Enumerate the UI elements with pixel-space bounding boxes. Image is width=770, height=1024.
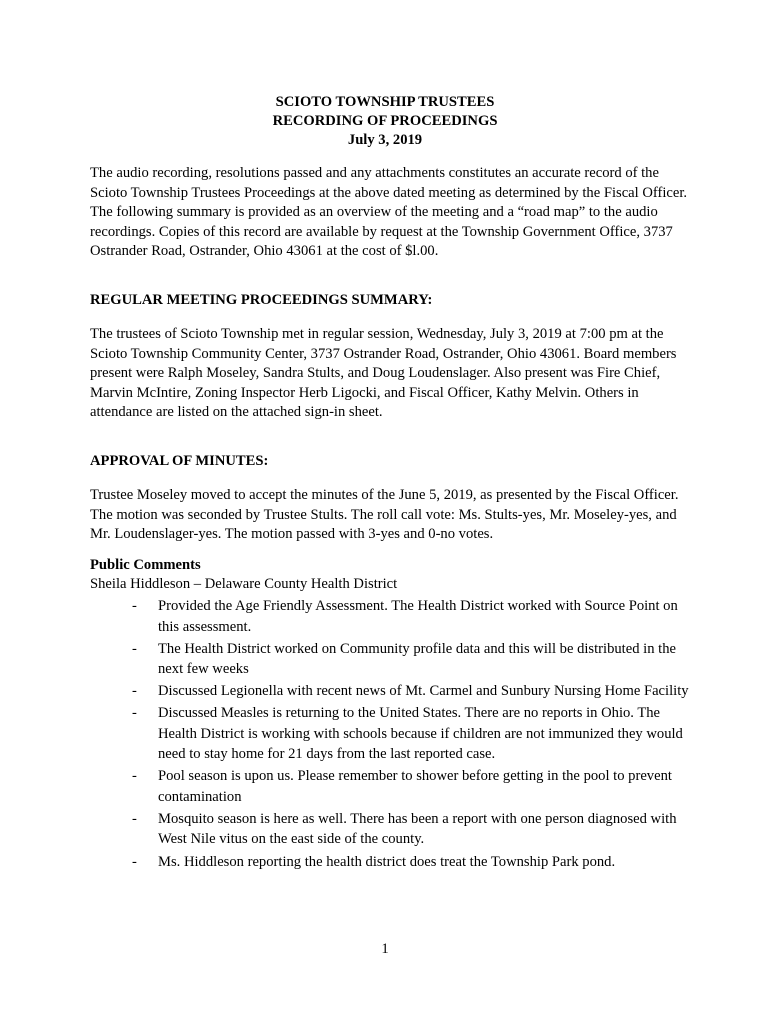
bullet-marker: - [132,705,137,722]
list-item [90,703,690,765]
list-item [90,766,690,807]
public-comments-heading: Public Comments [90,557,201,573]
bullet-marker: - [132,853,137,870]
approval-heading: APPROVAL OF MINUTES: [90,453,269,469]
document-title-block [0,93,770,150]
page-number: 1 [381,941,389,957]
approval-paragraph: Trustee Moseley moved to accept the minutes of the June 5, 2019, as presented by the Fiscal Officer. The motion was seconded by Trustee Stults. The roll call vote: Ms. Stults-yes, Mr. Moseley-yes, and Mr. Loudenslager-yes. The motion passed with 3-yes and 0-no votes. [90,487,679,543]
bullet-marker: - [132,683,137,700]
list-item [90,809,690,850]
list-item-text: Mosquito season is here as well. There has been a report with one person diagnosed with West Nile vitus on the east side of the county. [158,810,677,848]
title-line-1: SCIOTO TOWNSHIP TRUSTEES [275,94,495,110]
regular-meeting-paragraph: The trustees of Scioto Township met in regular session, Wednesday, July 3, 2019 at 7:00 pm at the Scioto Township Community Center, 3737 Ostrander Road, Ostrander, Ohio 43061. Board members present were Ralph Moseley, Sandra Stults, and Doug Loudenslager. Also present was Fire Chief, Marvin McIntire, Zoning Inspector Herb Ligocki, and Fiscal Officer, Kathy Melvin. Others in attendance are listed on the attached sign-in sheet. [90,326,677,421]
bullet-marker: - [132,598,137,614]
regular-meeting-heading: REGULAR MEETING PROCEEDINGS SUMMARY: [90,292,433,308]
list-item [90,681,690,702]
intro-paragraph: The audio recording, resolutions passed and any attachments constitutes an accurate record of the Scioto Township Trustees Proceedings at the above dated meeting as determined by the Fiscal Officer. The following summary is provided as an overview of the meeting and a “road map” to the audio recordings. Copies of this record are available by request at the Township Government Office, 3737 Ostrander Road, Ostrander, Ohio 43061 at the cost of $l.00. [90,165,688,260]
bullet-marker: - [132,768,137,785]
public-comments-speaker: Sheila Hiddleson – Delaware County Health District [90,576,398,592]
title-date: July 3, 2019 [347,132,423,148]
title-line-2: RECORDING OF PROCEEDINGS [272,113,498,129]
list-item-text: The Health District worked on Community profile data and this will be distributed in the next few weeks [158,640,676,678]
list-item [90,596,690,637]
bullet-marker: - [132,640,137,657]
list-item-text: Discussed Measles is returning to the United States. There are no reports in Ohio. The Health District is working with schools because if children are not immunized they would need to stay home for 21 days from the last reported case. [158,705,683,763]
list-item-text: Pool season is upon us. Please remember to shower before getting in the pool to prevent contamination [158,768,672,805]
bullet-marker: - [132,810,137,827]
list-item [90,639,690,680]
list-item-text: Discussed Legionella with recent news of Mt. Carmel and Sunbury Nursing Home Facility [158,683,689,700]
public-comments-list [90,596,690,874]
list-item-text: Ms. Hiddleson reporting the health district does treat the Township Park pond. [158,853,616,870]
list-item [90,852,690,873]
list-item-text: Provided the Age Friendly Assessment. The Health District worked with Source Point on this assessment. [158,598,678,635]
